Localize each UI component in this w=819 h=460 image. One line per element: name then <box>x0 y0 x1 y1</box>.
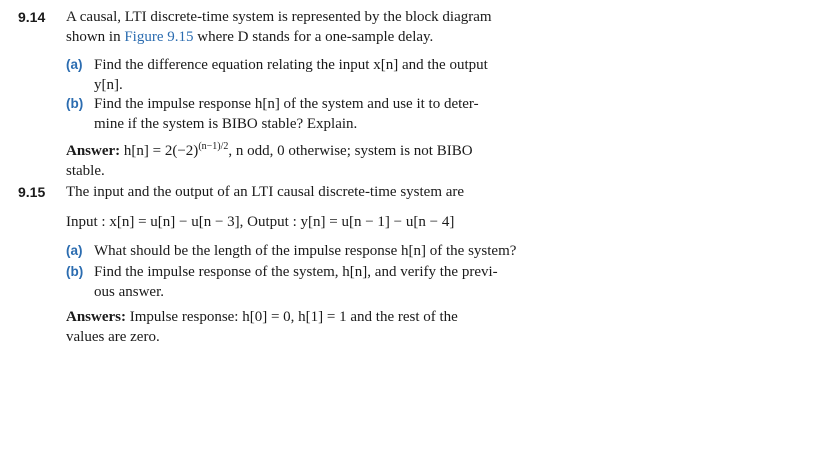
part-text-line: ous answer. <box>94 284 164 300</box>
problem-number-9-15: 9.15 <box>18 184 46 200</box>
answer-text: Impulse response: h[0] = 0, h[1] = 1 and the rest of the <box>126 309 458 325</box>
io-equation: Input : x[n] = u[n] − u[n − 3], Output : y[n] = u[n − 1] − u[n − 4] <box>66 214 455 230</box>
part-text-line: y[n]. <box>94 77 123 93</box>
answer-exponent: (n−1)/2 <box>198 141 229 152</box>
part-label-a: (a) <box>66 243 83 258</box>
answer-expression: h[n] = 2(−2) <box>123 143 199 159</box>
problem-statement-line <box>66 27 433 47</box>
answer-line <box>66 307 458 327</box>
answer-line: stable. <box>66 163 105 179</box>
part-text-line: What should be the length of the impulse response h[n] of the system? <box>94 243 517 259</box>
answer-label: Answers: <box>66 309 126 325</box>
problem-number-9-14: 9.14 <box>18 9 46 25</box>
statement-text: where D stands for a one-sample delay. <box>193 29 434 45</box>
part-text-line: Find the impulse response of the system, h[n], and verify the previ- <box>94 264 498 280</box>
problem-statement-line: The input and the output of an LTI causal discrete-time system are <box>66 184 465 200</box>
part-text-line: Find the impulse response h[n] of the system and use it to deter- <box>94 96 479 112</box>
part-text-line: Find the difference equation relating the input x[n] and the output <box>94 57 488 73</box>
answer-line <box>66 141 473 161</box>
part-label-b: (b) <box>66 264 84 279</box>
statement-text: shown in <box>66 29 125 45</box>
figure-link[interactable]: Figure 9.15 <box>124 29 194 45</box>
answer-line: values are zero. <box>66 329 160 345</box>
answer-expression: , n odd, 0 otherwise; system is not BIBO <box>228 143 473 159</box>
part-text-line: mine if the system is BIBO stable? Explain. <box>94 116 358 132</box>
part-label-a: (a) <box>66 57 83 72</box>
problem-statement-line: A causal, LTI discrete-time system is represented by the block diagram <box>66 9 492 25</box>
part-label-b: (b) <box>66 96 84 111</box>
answer-label: Answer: <box>66 143 121 159</box>
